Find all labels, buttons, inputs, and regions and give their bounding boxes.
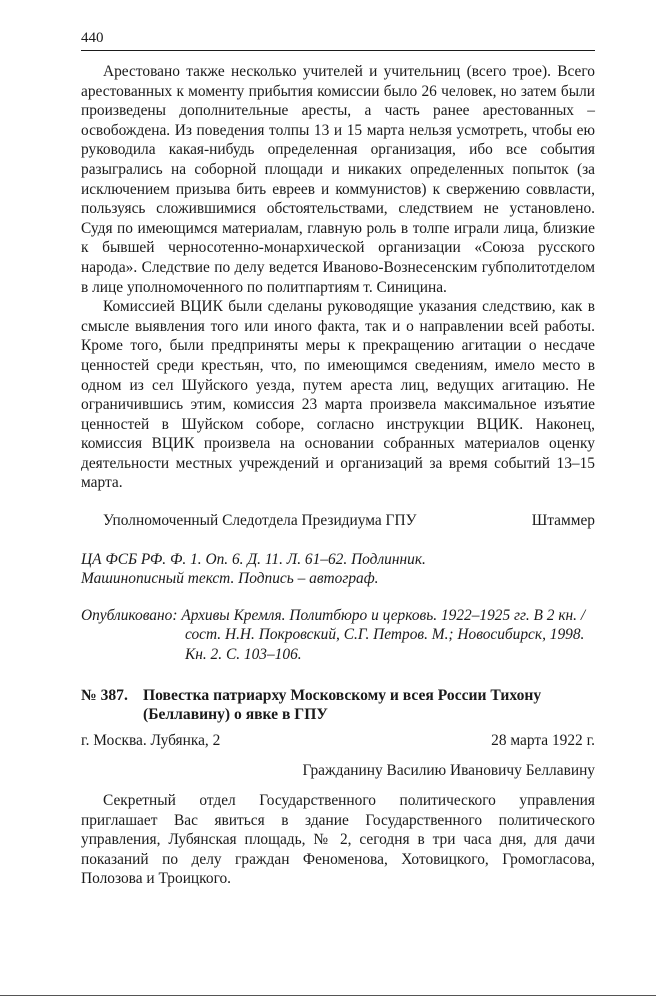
signature-position: Уполномоченный Следотдела Президиума ГПУ xyxy=(103,512,417,530)
page-body xyxy=(81,62,595,889)
page-number: 440 xyxy=(81,30,104,46)
signature-name: Штаммер xyxy=(531,512,595,530)
paragraph-arrests: Арестовано также несколько учителей и учительниц (всего трое). Всего арестованных к моменту прибытия комиссии было 26 человек, но затем были произведены дополнительные аресты, а часть ранее арестованных – освобождена. Из поведения толпы 13 и 15 марта нельзя усмотреть, чтобы ею руководила какая-нибудь определенная организация, ибо все события разыгрались на соборной площади и никаких определенных попыток (за исключением призыва бить евреев и коммунистов) к свержению соввласти, пользуясь сложившимися обстоятельствами, следствием не установлено. Судя по имеющимся материалам, главную роль в толпе играли лица, близкие к бывшей черносотенно-монархической организации «Союза русского народа». Следствие по делу ведется Иваново-Вознесенским губполитотделом в лице уполномоченного по политпартиям т. Синицина. xyxy=(81,63,595,296)
document-title: Повестка патриарху Московскому и всея России Тихону (Беллавину) о явке в ГПУ xyxy=(143,686,542,724)
signature-line xyxy=(81,511,595,531)
bottom-rule xyxy=(0,995,656,996)
archive-line-1: ЦА ФСБ РФ. Ф. 1. Оп. 6. Д. 11. Л. 61–62. Подлинник. xyxy=(81,550,426,568)
document-number: № 387. xyxy=(81,686,128,704)
publication-text: Архивы Кремля. Политбюро и церковь. 1922–1925 гг. В 2 кн. / сост. Н.Н. Покровский, С.Г. Петров. М.; Новосибирск, 1998. Кн. 2. С. 103–106. xyxy=(181,606,586,664)
publication-label: Опубликовано: xyxy=(81,606,178,624)
document-date: 28 марта 1922 г. xyxy=(491,731,595,749)
document-addressee: Гражданину Василию Ивановичу Беллавину xyxy=(302,762,595,780)
header-rule xyxy=(81,50,595,51)
archive-reference xyxy=(81,550,595,589)
paragraph-commission: Комиссией ВЦИК были сделаны руководящие указания следствию, как в смысле выявления того или иного факта, так и о направлении всей работы. Кроме того, были предприняты меры к прекращению агитации о несдаче ценностей среди крестьян, что, по имеющимся сведениям, имело место в одном из сел Шуйского уезда, путем ареста лиц, ведущих агитацию. Не ограничившись этим, комиссия 23 марта произвела максимальное изъятие ценностей в Шуйском соборе, согласно инструкции ВЦИК. Наконец, комиссия ВЦИК произвела на основании собранных материалов оценку деятельности местных учреждений и организаций за время событий 13–15 марта. xyxy=(81,298,595,492)
archive-line-2: Машинописный текст. Подпись – автограф. xyxy=(81,570,379,588)
document-place: г. Москва. Лубянка, 2 xyxy=(81,731,221,749)
publication-text-block xyxy=(81,606,595,665)
publication-reference xyxy=(81,606,595,665)
document-body: Секретный отдел Государственного политического управления приглашает Вас явиться в здание Государственного политического управления, Лубянская площадь, № 2, сегодня в три часа дня, для дачи показаний по делу граждан Феноменова, Хотовицкого, Громогласова, Полозова и Троицкого. xyxy=(81,792,595,888)
place-date-line xyxy=(81,731,595,751)
document-heading xyxy=(81,686,595,725)
